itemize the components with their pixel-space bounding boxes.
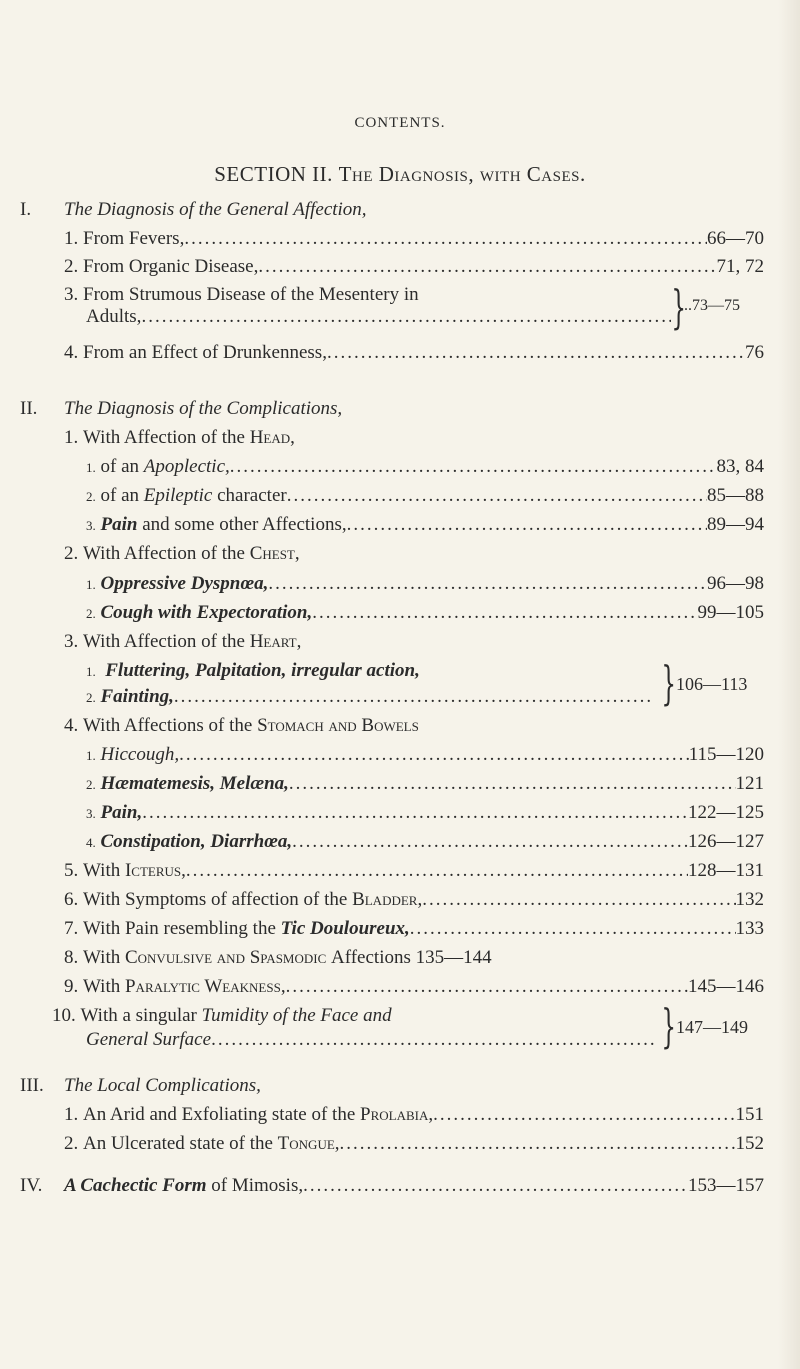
entry-text: Adults, xyxy=(86,306,142,327)
entry-number: 7. xyxy=(64,918,79,939)
sub-number: 1. xyxy=(86,460,96,475)
dot-leader xyxy=(303,1172,688,1200)
dot-leader xyxy=(292,828,688,856)
brace: } xyxy=(661,656,676,710)
page-ref: 99—105 xyxy=(697,602,764,623)
entry-text: With Affection of the xyxy=(83,631,245,652)
page-ref: 147—149 xyxy=(676,1017,748,1037)
toc-entry[interactable] xyxy=(0,944,800,972)
entry-emphasis: Apoplectic, xyxy=(143,456,230,477)
entry-emphasis: Epileptic xyxy=(143,485,213,506)
toc-entry[interactable] xyxy=(0,1130,800,1158)
group-heading xyxy=(0,540,800,568)
toc-subentry[interactable] xyxy=(0,570,800,598)
toc-entry[interactable] xyxy=(0,339,800,367)
entry-emphasis: Pain, xyxy=(100,802,143,823)
entry-emphasis: Pain xyxy=(100,514,138,535)
page-ref: 145—146 xyxy=(688,976,764,997)
page-ref: 132 xyxy=(735,889,764,910)
toc-subentry[interactable] xyxy=(0,482,800,510)
part-numeral: I. xyxy=(20,199,32,220)
dot-leader xyxy=(230,453,717,481)
toc-entry[interactable] xyxy=(0,225,800,253)
entry-emphasis: Fluttering, Palpitation, irregular action, xyxy=(105,660,420,681)
entry-caps: Stomach and Bowels xyxy=(257,715,419,736)
toc-subentry[interactable] xyxy=(0,770,800,798)
entry-text: With Affection of the xyxy=(83,427,245,448)
part-title: The Diagnosis of the General Affection, xyxy=(64,199,367,220)
entry-number: 2. xyxy=(64,543,79,564)
entry-text: An Ulcerated state of the xyxy=(83,1133,273,1154)
section-heading xyxy=(0,162,800,187)
page-ref: 152 xyxy=(735,1133,764,1154)
entry-number: 2. xyxy=(64,1133,79,1154)
dot-leader xyxy=(433,1101,735,1129)
page-ref: ..73—75 xyxy=(684,297,740,314)
entry-caps: Bladder, xyxy=(352,889,423,910)
page-ref: 115—120 xyxy=(688,744,764,765)
sub-number: 2. xyxy=(86,690,96,705)
entry-text: With Affections of the xyxy=(83,715,253,736)
sub-number: 2. xyxy=(86,777,96,792)
page-ref-row xyxy=(0,1013,800,1041)
entry-text: of an xyxy=(100,456,140,477)
dot-leader xyxy=(340,1130,736,1158)
toc-subentry[interactable] xyxy=(0,828,800,856)
part-iii-heading xyxy=(0,1072,800,1100)
entry-text: With xyxy=(83,947,121,968)
entry-text: With Symptoms of affection of the xyxy=(83,889,348,910)
entry-text: An Arid and Exfoliating state of the xyxy=(83,1104,356,1125)
entry-caps: Convulsive and Spasmodic xyxy=(124,947,327,968)
page-ref: 122—125 xyxy=(688,802,764,823)
toc-subentry[interactable] xyxy=(0,741,800,769)
entry-number: 3. xyxy=(64,284,79,305)
part-i-heading xyxy=(0,196,800,224)
page-ref: 135—144 xyxy=(415,947,492,968)
entry-number: 1. xyxy=(64,427,79,448)
part-numeral: III. xyxy=(20,1075,44,1096)
entry-caps: Tongue, xyxy=(277,1133,340,1154)
sub-number: 1. xyxy=(86,577,96,592)
part-title: The Local Complications, xyxy=(64,1075,261,1096)
entry-text: of Mimosis, xyxy=(211,1175,304,1196)
toc-entry[interactable] xyxy=(0,1101,800,1129)
dot-leader xyxy=(141,303,671,331)
entry-number: 5. xyxy=(64,860,79,881)
page-ref: 128—131 xyxy=(688,860,764,881)
entry-emphasis: Tumidity of the Face and xyxy=(201,1005,392,1026)
entry-number: 1. xyxy=(64,228,79,249)
sub-number: 1. xyxy=(86,748,96,763)
dot-leader xyxy=(287,482,707,510)
entry-caps: Heart, xyxy=(249,631,302,652)
toc-subentry[interactable] xyxy=(0,599,800,627)
entry-number: 2. xyxy=(64,256,79,277)
entry-caps: Prolabia, xyxy=(360,1104,434,1125)
section-title: The Diagnosis, with Cases. xyxy=(338,162,586,186)
brace: } xyxy=(661,999,676,1053)
page-ref: 151 xyxy=(735,1104,764,1125)
sub-number: 1. xyxy=(86,664,96,679)
toc-entry[interactable] xyxy=(0,253,800,281)
entry-emphasis: Hiccough, xyxy=(100,744,180,765)
entry-text: With xyxy=(83,860,121,881)
running-head: CONTENTS. xyxy=(354,115,446,131)
page-ref: 153—157 xyxy=(688,1175,764,1196)
sub-number: 2. xyxy=(86,489,96,504)
entry-text: With xyxy=(83,976,121,997)
dot-leader xyxy=(312,599,697,627)
dot-leader xyxy=(268,570,707,598)
entry-text: From Strumous Disease of the Mesentery in xyxy=(83,284,419,305)
entry-emphasis: Oppressive Dyspnœa, xyxy=(100,573,269,594)
dot-leader xyxy=(327,339,745,367)
entry-number: 3. xyxy=(64,631,79,652)
dot-leader xyxy=(289,770,736,798)
entry-text: From Fevers, xyxy=(83,228,185,249)
sub-number: 4. xyxy=(86,835,96,850)
page-ref: 89—94 xyxy=(707,514,764,535)
page-ref: 121 xyxy=(735,773,764,794)
entry-text: With Affection of the xyxy=(83,543,245,564)
page-ref: 71, 72 xyxy=(716,256,764,277)
dot-leader xyxy=(422,886,735,914)
entry-caps: Chest, xyxy=(249,543,300,564)
group-heading xyxy=(0,628,800,656)
group-heading xyxy=(0,712,800,740)
entry-text: With Pain resembling the xyxy=(83,918,276,939)
entry-text: From Organic Disease, xyxy=(83,256,259,277)
part-ii-heading xyxy=(0,395,800,423)
entry-number: 1. xyxy=(64,1104,79,1125)
toc-entry[interactable] xyxy=(0,973,800,1001)
sub-number: 3. xyxy=(86,518,96,533)
dot-leader xyxy=(286,973,688,1001)
part-title: The Diagnosis of the Complications, xyxy=(64,398,343,419)
entry-emphasis: General Surface xyxy=(86,1029,212,1050)
brace: } xyxy=(671,280,686,334)
dot-leader xyxy=(347,511,707,539)
entry-text: character xyxy=(217,485,287,506)
page-ref-row xyxy=(0,670,800,698)
entry-number: 4. xyxy=(64,342,79,363)
entry-number: 8. xyxy=(64,947,79,968)
entry-caps: Head, xyxy=(249,427,295,448)
page-ref: 96—98 xyxy=(707,573,764,594)
entry-emphasis: Hæmatemesis, Melæna, xyxy=(100,773,289,794)
toc-entry[interactable] xyxy=(0,915,800,943)
toc-subentry[interactable] xyxy=(0,799,800,827)
page-ref: 126—127 xyxy=(688,831,764,852)
entry-text: and some other Affections, xyxy=(142,514,347,535)
sub-number: 2. xyxy=(86,606,96,621)
entry-text: of an xyxy=(100,485,140,506)
page-ref: 66—70 xyxy=(707,228,764,249)
page-ref: 83, 84 xyxy=(716,456,764,477)
section-number: SECTION II. xyxy=(214,162,333,186)
toc-entry[interactable] xyxy=(0,886,800,914)
dot-leader xyxy=(410,915,736,943)
dot-leader xyxy=(142,799,688,827)
page-ref: 76 xyxy=(745,342,764,363)
page-ref: 106—113 xyxy=(676,674,748,694)
sub-number: 3. xyxy=(86,806,96,821)
entry-caps: Paralytic Weakness, xyxy=(124,976,286,997)
entry-emphasis: A Cachectic Form xyxy=(64,1175,207,1196)
dot-leader xyxy=(186,857,688,885)
toc-subentry[interactable] xyxy=(0,453,800,481)
entry-text: With a singular xyxy=(80,1005,197,1026)
page-ref: 133 xyxy=(735,918,764,939)
part-numeral: IV. xyxy=(20,1175,43,1196)
entry-number: 6. xyxy=(64,889,79,910)
toc-subentry[interactable] xyxy=(0,511,800,539)
group-heading xyxy=(0,424,800,452)
entry-emphasis: Constipation, Diarrhœa, xyxy=(100,831,293,852)
entry-number: 4. xyxy=(64,715,79,736)
entry-emphasis: Fainting, xyxy=(100,686,174,707)
toc-entry[interactable] xyxy=(0,857,800,885)
entry-emphasis: Cough with Expectoration, xyxy=(100,602,313,623)
page-ref: 85—88 xyxy=(707,485,764,506)
entry-caps: Icterus, xyxy=(124,860,186,881)
dot-leader xyxy=(184,225,707,253)
part-numeral: II. xyxy=(20,398,38,419)
part-iv-entry[interactable] xyxy=(0,1172,800,1200)
entry-text: From an Effect of Drunkenness, xyxy=(83,342,327,363)
entry-number: 9. xyxy=(64,976,79,997)
dot-leader xyxy=(258,253,716,281)
entry-emphasis: Tic Douloureux, xyxy=(280,918,410,939)
dot-leader xyxy=(179,741,689,769)
entry-text: Affections xyxy=(331,947,411,968)
entry-number: 10. xyxy=(52,1005,76,1026)
